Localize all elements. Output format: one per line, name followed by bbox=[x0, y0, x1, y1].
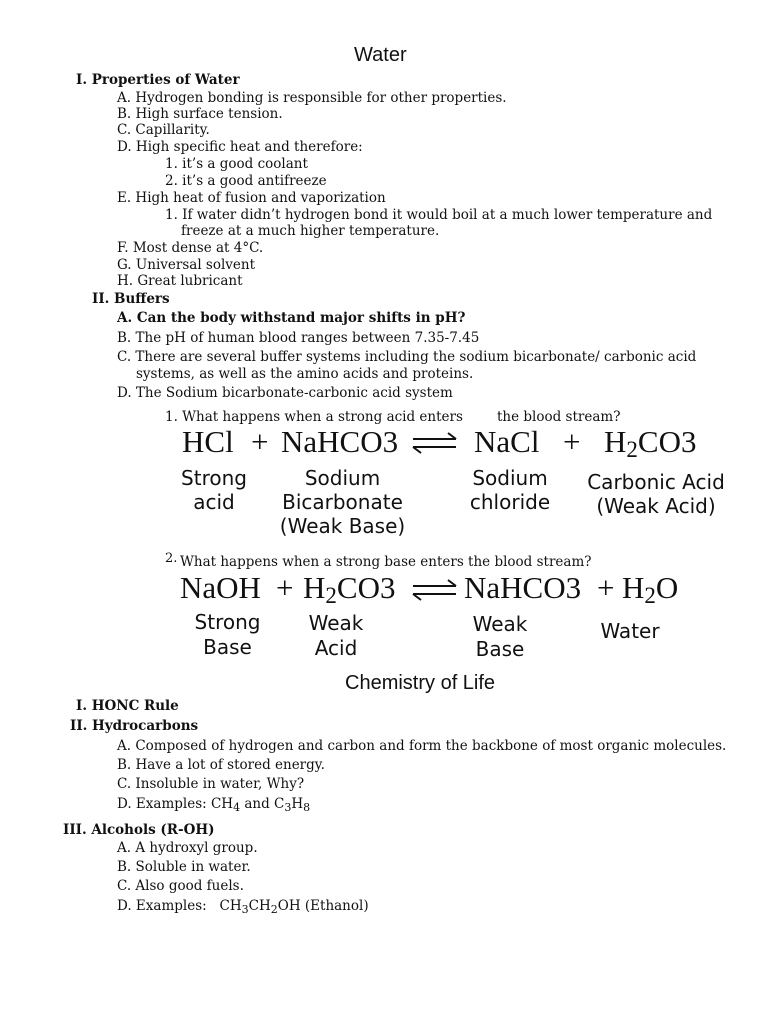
equation-term: H2CO3 bbox=[303, 570, 396, 608]
question-text: What happens when a strong base enters the blood stream? bbox=[180, 554, 592, 570]
equation-label: Strong acid bbox=[181, 466, 247, 514]
list-item: D. Examples: $CH_3CH_2OH$ (Ethanol) bbox=[117, 898, 369, 916]
equation-label: Strong Base bbox=[194, 610, 261, 659]
list-item: C. Insoluble in water, Why? bbox=[117, 776, 305, 792]
list-item: freeze at a much higher temperature. bbox=[181, 223, 440, 239]
equation-label: Water bbox=[600, 619, 660, 643]
equation-plus: + bbox=[251, 424, 269, 459]
section-heading: II. Hydrocarbons bbox=[70, 718, 199, 734]
equation-plus: + bbox=[563, 424, 581, 459]
list-item: B. Soluble in water. bbox=[117, 859, 251, 875]
equation-term: NaHCO3 bbox=[464, 570, 582, 605]
list-item: 1. it’s a good coolant bbox=[165, 156, 308, 172]
page-title: Water bbox=[354, 44, 407, 66]
equation-term: NaCl bbox=[474, 424, 540, 459]
equation-label: Sodium chloride bbox=[469, 466, 551, 514]
list-item: A. Composed of hydrogen and carbon and form the backbone of most organic molecules. bbox=[117, 738, 727, 754]
list-item: A. Can the body withstand major shifts in pH? bbox=[117, 310, 466, 326]
equation-term: H2CO3 bbox=[604, 424, 697, 462]
list-item: F. Most dense at 4°C. bbox=[117, 240, 264, 256]
question-text: the blood stream? bbox=[497, 409, 621, 425]
list-item: A. Hydrogen bonding is responsible for other properties. bbox=[117, 90, 507, 106]
list-item: C. Capillarity. bbox=[117, 122, 210, 138]
list-item: D. The Sodium bicarbonate-carbonic acid system bbox=[117, 385, 453, 401]
equation-plus: + bbox=[597, 570, 615, 605]
equation-term: HCl bbox=[182, 424, 234, 459]
list-item: G. Universal solvent bbox=[117, 257, 256, 273]
equation-label: Carbonic Acid (Weak Acid) bbox=[587, 470, 725, 518]
equation-term: NaHCO3 bbox=[281, 424, 399, 459]
equation-term: H2O bbox=[622, 570, 679, 608]
question-text: 1. What happens when a strong acid enters bbox=[165, 409, 463, 425]
list-item: B. Have a lot of stored energy. bbox=[117, 757, 325, 773]
list-item: E. High heat of fusion and vaporization bbox=[117, 190, 386, 206]
equation-plus: + bbox=[276, 570, 294, 605]
question-number: 2. bbox=[165, 551, 178, 566]
section-heading: III. Alcohols (R-OH) bbox=[63, 822, 215, 838]
equation-label: Sodium Bicarbonate (Weak Base) bbox=[279, 466, 406, 538]
section-heading: II. Buffers bbox=[92, 291, 170, 307]
list-item: D. Examples: $CH_4$ and $C_3H_8$ bbox=[117, 796, 311, 814]
section-heading: I. Properties of Water bbox=[76, 72, 240, 88]
section-title: Chemistry of Life bbox=[345, 672, 496, 694]
list-item: systems, as well as the amino acids and proteins. bbox=[136, 366, 474, 382]
list-item: A. A hydroxyl group. bbox=[117, 840, 258, 856]
equilibrium-arrow-icon bbox=[411, 432, 459, 454]
list-item: B. High surface tension. bbox=[117, 106, 283, 122]
list-item: 2. it’s a good antifreeze bbox=[165, 173, 327, 189]
list-item: H. Great lubricant bbox=[117, 273, 243, 289]
list-item: D. High specific heat and therefore: bbox=[117, 139, 363, 155]
list-item: 1. If water didn’t hydrogen bond it would boil at a much lower temperature and bbox=[165, 207, 713, 223]
list-item: C. Also good fuels. bbox=[117, 878, 244, 894]
equation-label: Weak Acid bbox=[308, 611, 364, 660]
section-heading: I. HONC Rule bbox=[76, 698, 179, 714]
list-item: C. There are several buffer systems including the sodium bicarbonate/ carbonic acid bbox=[117, 349, 697, 365]
equilibrium-arrow-icon bbox=[411, 579, 459, 601]
equation-term: NaOH bbox=[180, 570, 261, 605]
list-item: B. The pH of human blood ranges between 7.35-7.45 bbox=[117, 330, 480, 346]
equation-label: Weak Base bbox=[472, 612, 528, 661]
